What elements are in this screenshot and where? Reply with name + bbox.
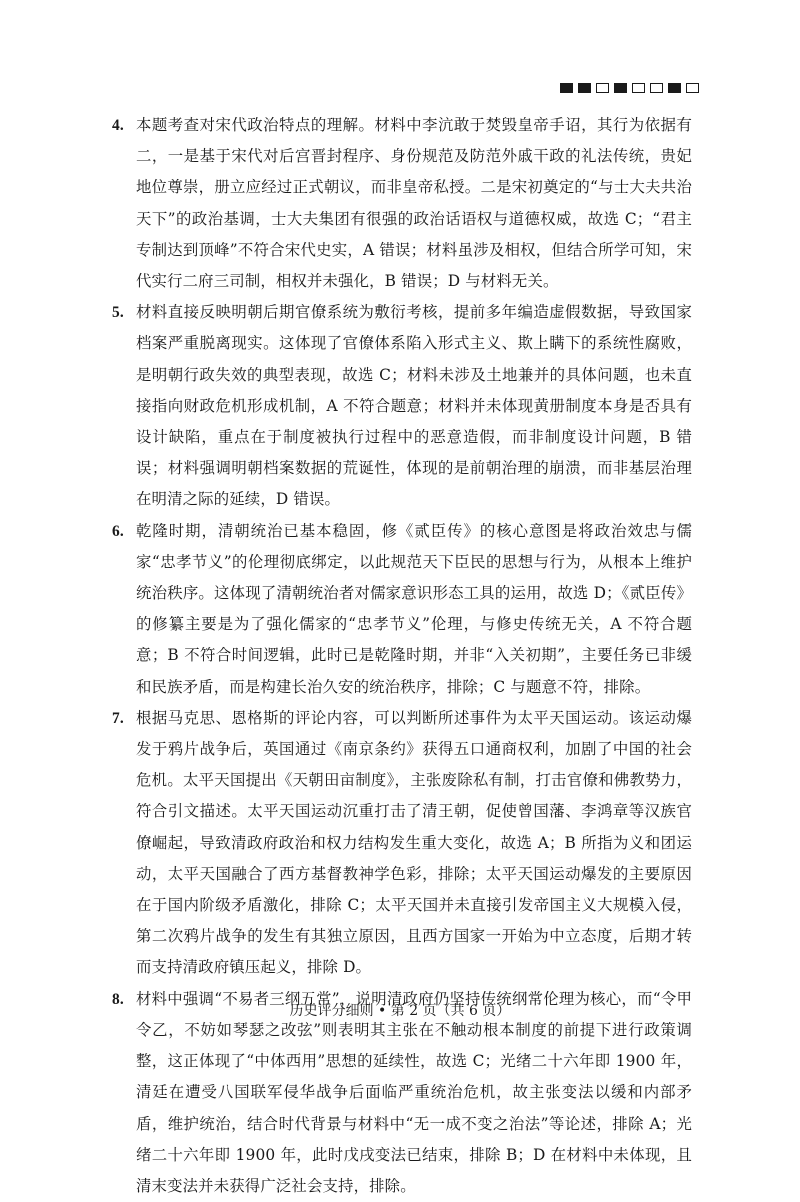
item-number: 6. [112,522,124,540]
empty-square-icon [632,83,645,93]
empty-square-icon [686,83,699,93]
filled-square-icon [560,83,573,93]
header-marks [560,83,699,93]
item-text: 本题考查对宋代政治特点的理解。材料中李沆敢于焚毁皇帝手诏，其行为依据有二，一是基于宋代对后宫晋封程序、身份规范及防范外戚干政的礼法传统，贵妃地位尊崇，册立应经过正式朝议，而非皇帝私授。二是宋初奠定的“与士大夫共治天下”的政治基调，士大夫集团有很强的政治话语权与道德权威，故选 C；“君主专制达到顶峰”不符合宋代史实，A 错误；材料虽涉及相权，但结合所学可知，宋代实行二府三司制，相权并未强化，B 错误；D 与材料无关。 [136,116,692,291]
item-number: 8. [112,990,124,1008]
item-text: 乾隆时期，清朝统治已基本稳固，修《贰臣传》的核心意图是将政治效忠与儒家“忠孝节义”的伦理彻底绑定，以此规范天下臣民的思想与行为，从根本上维护统治秩序。这体现了清朝统治者对儒家意识形态工具的运用，故选 D；《贰臣传》的修纂主要是为了强化儒家的“忠孝节义”伦理，与修史传统无关，A 不符合题意；B 不符合时间逻辑，此时已是乾隆时期，并非“入关初期”，主要任务已非缓和民族矛盾，而是构建长治久安的统治秩序，排除；C 与题意不符，排除。 [136,521,692,696]
answer-item-5 [112,297,692,515]
filled-square-icon [578,83,591,93]
item-number: 4. [112,117,124,134]
page-footer: 历史评分细则 • 第 2 页（共 6 页） [289,1003,511,1019]
item-text: 材料中强调“不易者三纲五常”，说明清政府仍坚持传统纲常伦理为核心，而“令甲令乙，不妨如琴瑟之改弦”则表明其主张在不触动根本制度的前提下进行政策调整，这正体现了“中体西用”思想的延续性，故选 C；光绪二十六年即 1900 年，清廷在遭受八国联军侵华战争后面临严重统治危机，故主张变法以缓和内部矛盾，维护统治，结合时代背景与材料中“无一成不变之治法”等论述，排除 A；光绪二十六年即 1900 年，此时戊戌变法已结束，排除 B；D 在材料中未体现，且清末变法并未获得广泛社会支持，排除。 [136,989,692,1195]
answer-explanations [112,110,692,1202]
item-number: 7. [112,709,124,727]
empty-square-icon [650,83,663,93]
item-text: 根据马克思、恩格斯的评论内容，可以判断所述事件为太平天国运动。该运动爆发于鸦片战争后，英国通过《南京条约》获得五口通商权利，加剧了中国的社会危机。太平天国提出《天朝田亩制度》，主张废除私有制，打击官僚和佛教势力，符合引文描述。太平天国运动沉重打击了清王朝，促使曾国藩、李鸿章等汉族官僚崛起，导致清政府政治和权力结构发生重大变化，故选 A；B 所指为义和团运动，太平天国融合了西方基督教神学色彩，排除；太平天国运动爆发的主要原因在于国内阶级矛盾激化，排除 C；太平天国并未直接引发帝国主义大规模入侵，第二次鸦片战争的发生有其独立原因，且西方国家一开始为中立态度，后期才转而支持清政府镇压起义，排除 D。 [136,708,692,977]
answer-item-4 [112,110,692,297]
empty-square-icon [596,83,609,93]
item-number: 5. [112,304,124,322]
item-text: 材料直接反映明朝后期官僚系统为敷衍考核，提前多年编造虚假数据，导致国家档案严重脱离现实。这体现了官僚体系陷入形式主义、欺上瞒下的系统性腐败，是明朝行政失效的典型表现，故选 C；材料未涉及土地兼并的具体问题，也未直接指向财政危机形成机制，A 不符合题意；材料并未体现黄册制度本身是否具有设计缺陷，重点在于制度被执行过程中的恶意造假，而非制度设计问题，B 错误；材料强调明朝档案数据的荒诞性，体现的是前朝治理的崩溃，而非基层治理在明清之际的延续，D 错误。 [136,303,692,509]
filled-square-icon [614,83,627,93]
filled-square-icon [668,83,681,93]
answer-item-7 [112,703,692,984]
answer-item-6 [112,516,692,703]
